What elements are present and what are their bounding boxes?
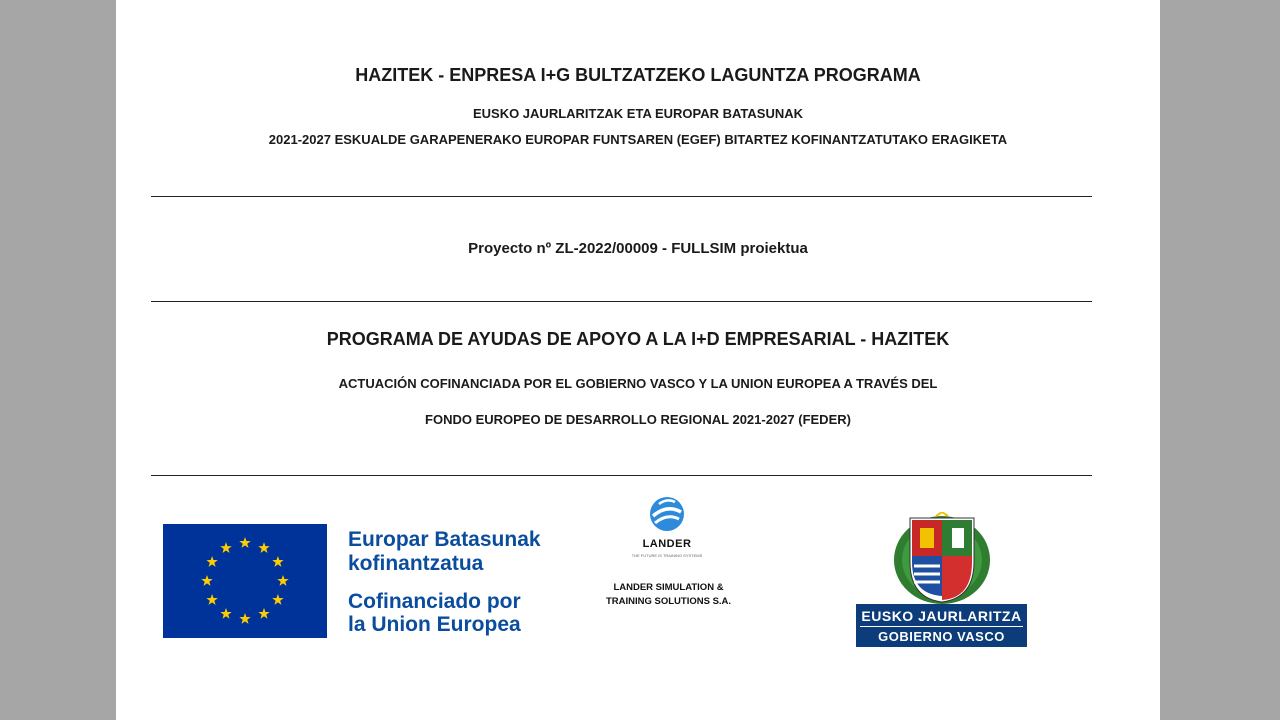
divider bbox=[151, 196, 1092, 197]
program-line-1: ACTUACIÓN COFINANCIADA POR EL GOBIERNO VASCO Y LA UNION EUROPEA A TRAVÉS DEL bbox=[338, 376, 938, 391]
eu-stars-icon bbox=[163, 524, 327, 638]
eu-star-icon bbox=[277, 575, 288, 586]
lander-company-line-1: LANDER SIMULATION & bbox=[613, 582, 724, 593]
program-line-2: FONDO EUROPEO DE DESARROLLO REGIONAL 2021-2027 (FEDER) bbox=[425, 412, 851, 427]
eu-star-icon bbox=[272, 556, 283, 567]
divider bbox=[151, 475, 1092, 476]
header-subtitle-2: 2021-2027 ESKUALDE GARAPENERAKO EUROPAR FUNTSAREN (EGEF) BITARTEZ KOFINANTZATUTAKO ERAGIKETA bbox=[268, 132, 1008, 147]
lander-logo-icon bbox=[649, 496, 685, 532]
eu-text-line-4: la Union Europea bbox=[348, 613, 521, 636]
page-title: HAZITEK - ENPRESA I+G BULTZATZEKO LAGUNTZA PROGRAMA bbox=[355, 65, 921, 85]
eu-flag-logo bbox=[163, 524, 327, 638]
document-page bbox=[116, 0, 1160, 720]
gobierno-vasco-line-1: EUSKO JAURLARITZA bbox=[861, 608, 1022, 624]
gobierno-vasco-line-2: GOBIERNO VASCO bbox=[878, 629, 1005, 644]
divider bbox=[151, 301, 1092, 302]
project-reference: Proyecto nº ZL-2022/00009 - FULLSIM proiektua bbox=[468, 240, 808, 257]
eu-text-line-2: kofinantzatua bbox=[348, 552, 484, 575]
header-subtitle-1: EUSKO JAURLARITZAK ETA EUROPAR BATASUNAK bbox=[472, 106, 804, 121]
lander-tagline: THE FUTURE IS TRAINING SYSTEMS bbox=[631, 553, 703, 558]
lander-name: LANDER bbox=[642, 538, 692, 550]
eu-text-line-1: Europar Batasunak bbox=[348, 528, 541, 551]
lander-company-line-2: TRAINING SOLUTIONS S.A. bbox=[605, 596, 732, 607]
eu-star-icon bbox=[220, 608, 231, 619]
coat-of-arms-icon bbox=[892, 512, 992, 604]
eu-star-icon bbox=[201, 575, 212, 586]
eu-star-icon bbox=[272, 594, 283, 605]
eu-star-icon bbox=[258, 608, 269, 619]
gobierno-vasco-separator bbox=[860, 626, 1023, 627]
eu-star-icon bbox=[220, 542, 231, 553]
eu-star-icon bbox=[239, 537, 250, 548]
eu-star-icon bbox=[239, 613, 250, 624]
eu-star-icon bbox=[258, 542, 269, 553]
eu-text-line-3: Cofinanciado por bbox=[348, 590, 521, 613]
eu-star-icon bbox=[206, 594, 217, 605]
eu-star-icon bbox=[206, 556, 217, 567]
program-title: PROGRAMA DE AYUDAS DE APOYO A LA I+D EMPRESARIAL - HAZITEK bbox=[326, 329, 950, 349]
